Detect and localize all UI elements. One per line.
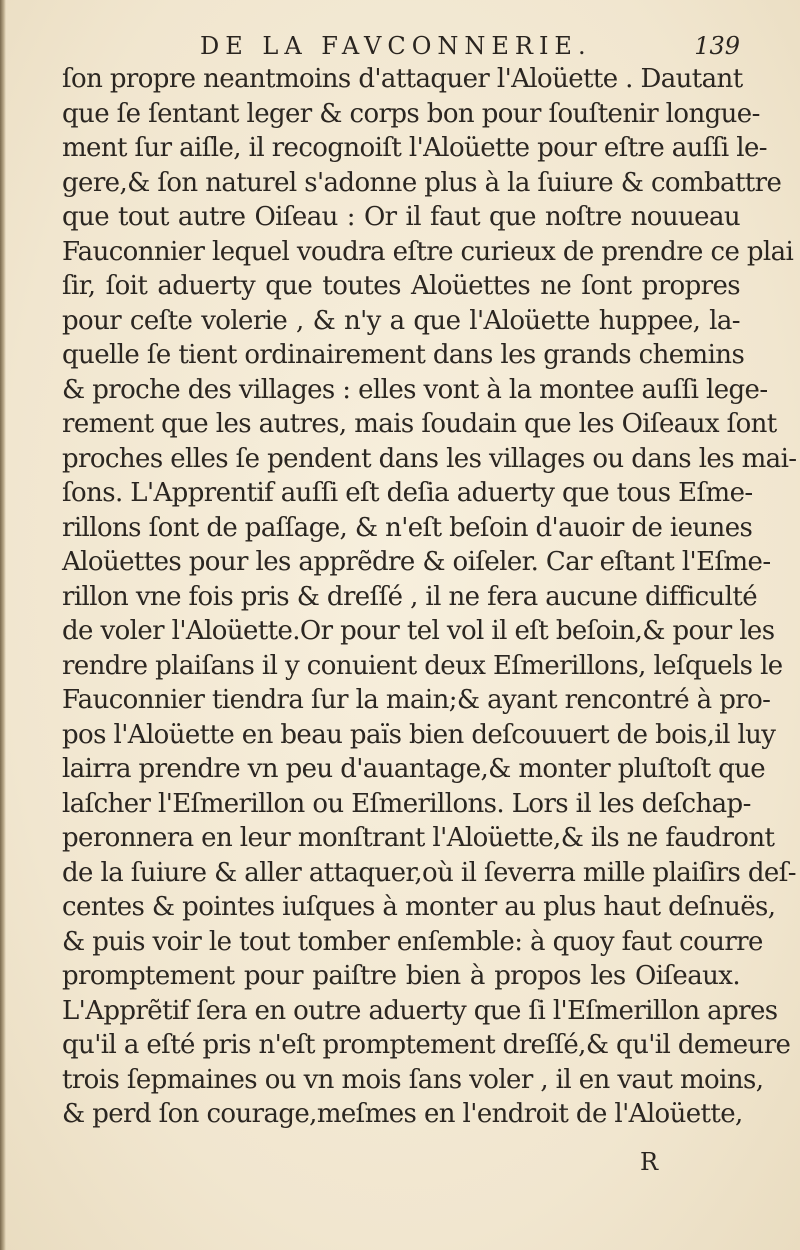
text-line: que ſe ſentant leger & corps bon pour ſouſtenir longue- bbox=[62, 98, 760, 129]
text-line: gere,& ſon naturel s'adonne plus à la ſuiure & combattre bbox=[62, 167, 782, 198]
text-line: rillons ſont de paſſage, & n'eſt beſoin d'auoir de ieunes bbox=[62, 512, 753, 543]
text-line: trois ſepmaines ou vn mois ſans voler , il en vaut moins, bbox=[62, 1064, 764, 1095]
text-line: Fauconnier tiendra ſur la main;& ayant rencontré à pro- bbox=[62, 685, 771, 715]
text-line: quelle ſe tient ordinairement dans les grands chemins bbox=[62, 340, 745, 370]
text-line: promptement pour paiſtre bien à propos les Oiſeaux. bbox=[62, 961, 740, 991]
text-line: pos l'Aloüette en beau païs bien deſcouuert de bois,il luy bbox=[62, 719, 776, 750]
catchword: R bbox=[640, 1148, 659, 1176]
text-line: de la ſuiure & aller attaquer,où il ſeverra mille plaiſirs deſ- bbox=[62, 857, 796, 888]
body-text bbox=[62, 62, 797, 1132]
text-line: pour ceſte volerie , & n'y a que l'Aloüette huppee, la- bbox=[62, 305, 740, 336]
text-line: que tout autre Oiſeau : Or il faut que noſtre nouueau bbox=[62, 202, 740, 232]
text-line: & perd ſon courage,meſmes en l'endroit de l'Aloüette, bbox=[62, 1099, 743, 1129]
text-line: & puis voir le tout tomber enſemble: à quoy faut courre bbox=[62, 926, 763, 957]
page-number: 139 bbox=[694, 32, 740, 60]
text-line: L'Apprẽtif ſera en outre aduerty que ſi l'Eſmerillon apres bbox=[62, 995, 778, 1026]
text-line: proches elles ſe pendent dans les villages ou dans les mai- bbox=[62, 443, 797, 474]
text-line: centes & pointes iuſques à monter au plus haut deſnuës, bbox=[62, 892, 776, 922]
text-line: ſon propre neantmoins d'attaquer l'Aloüette . Dautant bbox=[62, 64, 743, 94]
text-line: & proche des villages : elles vont à la montee auſſi lege- bbox=[62, 374, 768, 405]
text-line: Aloüettes pour les apprẽdre & oiſeler. Car eſtant l'Eſme- bbox=[62, 547, 771, 577]
text-line: rement que les autres, mais ſoudain que les Oiſeaux ſont bbox=[62, 409, 777, 439]
text-line: Fauconnier lequel voudra eſtre curieux de prendre ce plai bbox=[62, 236, 794, 267]
text-line: laſcher l'Eſmerillon ou Eſmerillons. Lors il les deſchap- bbox=[62, 788, 751, 819]
text-line: ſir, ſoit aduerty que toutes Aloüettes ne ſont propres bbox=[62, 271, 740, 301]
text-line: lairra prendre vn peu d'auantage,& monter pluſtoſt que bbox=[62, 754, 766, 784]
text-line: de voler l'Aloüette.Or pour tel vol il eſt beſoin,& pour les bbox=[62, 616, 775, 646]
text-line: qu'il a eſté pris n'eſt promptement dreſſé,& qu'il demeure bbox=[62, 1030, 791, 1060]
page-gutter-shadow bbox=[0, 0, 6, 1250]
running-head: DE LA FAVCONNERIE. bbox=[200, 32, 592, 60]
text-line: peronnera en leur monſtrant l'Aloüette,& ils ne faudront bbox=[62, 823, 775, 853]
text-line: rendre plaiſans il y conuient deux Eſmerillons, leſquels le bbox=[62, 650, 783, 681]
text-line: ſons. L'Apprentif auſſi eſt deſia aduerty que tous Eſme- bbox=[62, 478, 753, 508]
text-line: rillon vne fois pris & dreſſé , il ne fera aucune difficulté bbox=[62, 581, 758, 612]
text-line: ment ſur aiſle, il recognoiſt l'Aloüette pour eſtre auſſi le- bbox=[62, 133, 767, 163]
